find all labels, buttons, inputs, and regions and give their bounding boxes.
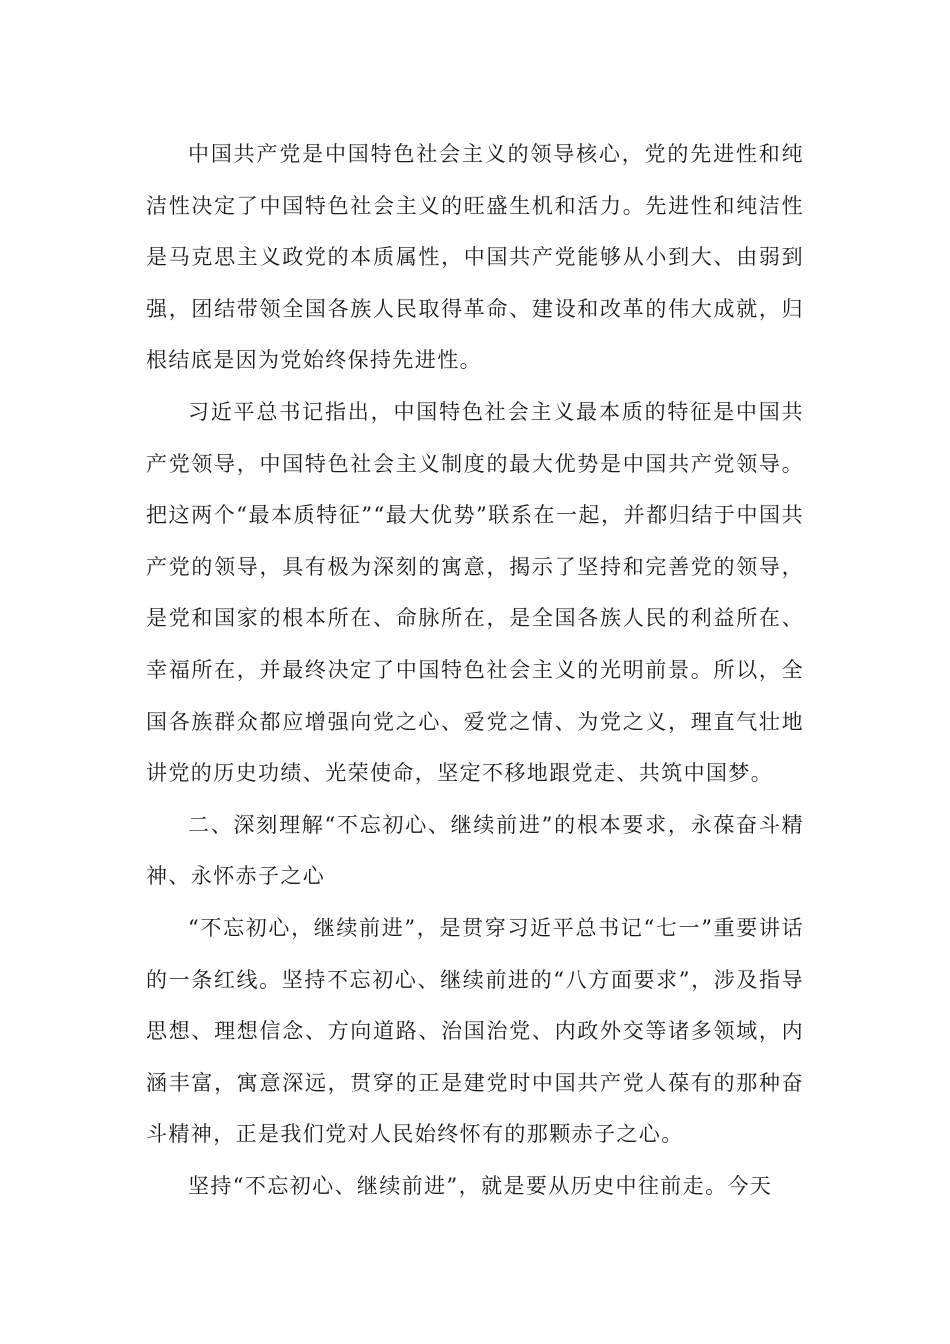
section-heading-two: 二、深刻理解“不忘初心、继续前进”的根本要求，永葆奋斗精神、永怀赤子之心 [146, 812, 804, 889]
paragraph-original-aspiration: “不忘初心，继续前进”，是贯穿习近平总书记“七一”重要讲话的一条红线。坚持不忘初心、继续前进的“八方面要求”，涉及指导思想、理想信念、方向道路、治国治党、内政外交等诸多领域，内涵丰富，寓意深远，贯穿的正是建党时中国共产党人葆有的那种奋斗精神，正是我们党对人民始终怀有的那颗赤子之心。 [146, 915, 804, 1147]
paragraph-xi-remarks: 习近平总书记指出，中国特色社会主义最本质的特征是中国共产党领导，中国特色社会主义制度的最大优势是中国共产党领导。把这两个“最本质特征”“最大优势”联系在一起，并都归结于中国共产党的领导，具有极为深刻的寓意，揭示了坚持和完善党的领导，是党和国家的根本所在、命脉所在，是全国各族人民的利益所在、幸福所在，并最终决定了中国特色社会主义的光明前景。所以，全国各族群众都应增强向党之心、爱党之情、为党之义，理直气壮地讲党的历史功绩、光荣使命，坚定不移地跟党走、共筑中国梦。 [146, 399, 804, 786]
paragraph-party-core: 中国共产党是中国特色社会主义的领导核心，党的先进性和纯洁性决定了中国特色社会主义的旺盛生机和活力。先进性和纯洁性是马克思主义政党的本质属性，中国共产党能够从小到大、由弱到强，团结带领全国各族人民取得革命、建设和改革的伟大成就，归根结底是因为党始终保持先进性。 [146, 142, 804, 373]
document-body [146, 129, 804, 1212]
paragraph-history: 坚持“不忘初心、继续前进”，就是要从历史中往前走。今天 [188, 1173, 773, 1198]
